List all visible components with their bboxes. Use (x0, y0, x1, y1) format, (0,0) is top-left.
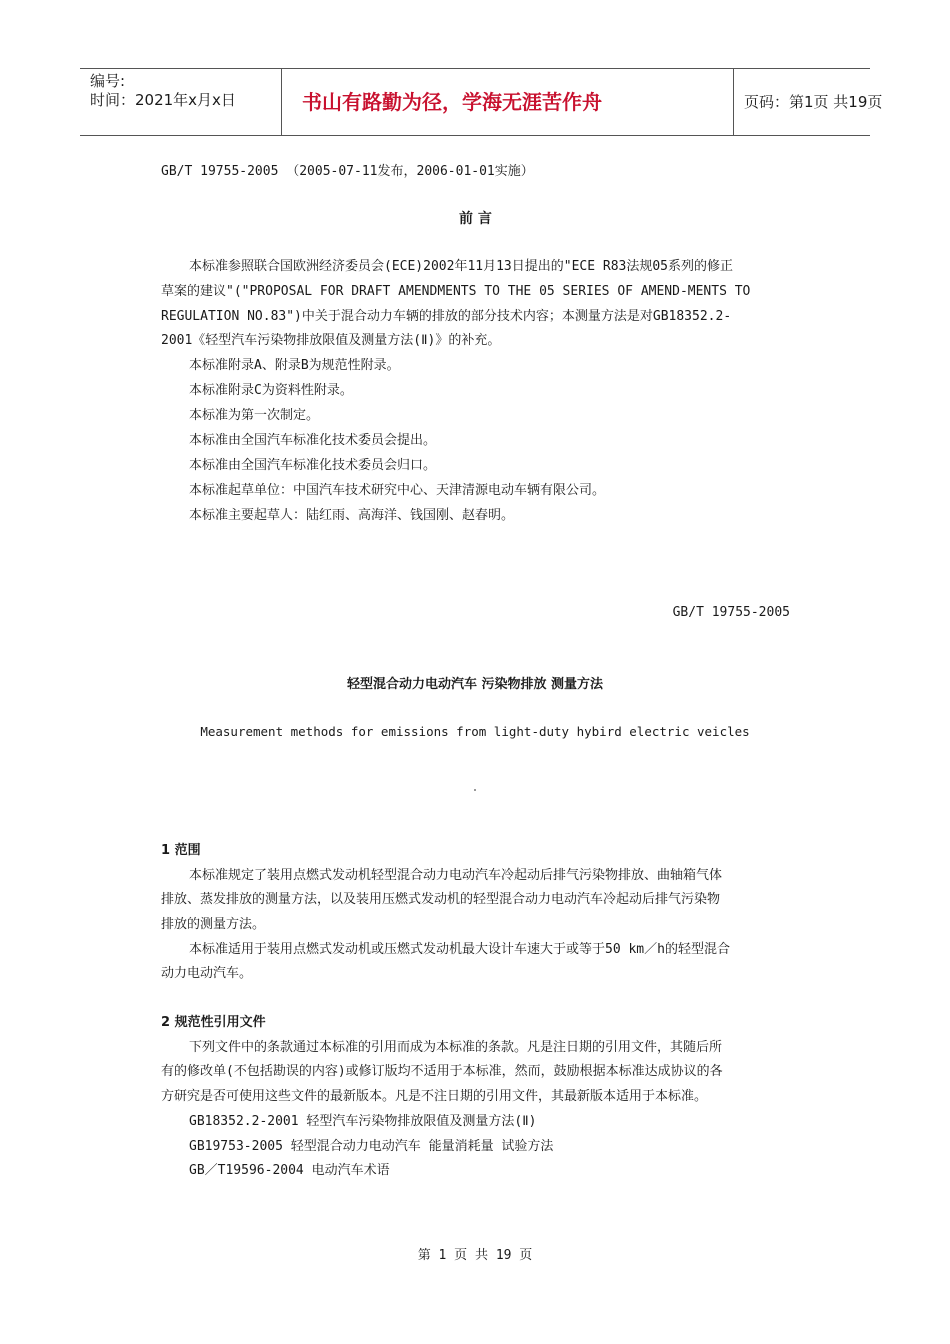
standard-code-right: GB/T 19755-2005 (672, 605, 790, 620)
document-title-cn: 轻型混合动力电动汽车 污染物排放 测量方法 (346, 677, 604, 692)
section-line: 本标准规定了装用点燃式发动机轻型混合动力电动汽车冷起动后排气污染物排放、曲轴箱气体 (189, 868, 723, 883)
foreword-line: 本标准附录A、附录B为规范性附录。 (189, 358, 400, 373)
section-line: 下列文件中的条款通过本标准的引用而成为本标准的条款。凡是注日期的引用文件，其随后所 (189, 1040, 723, 1055)
section-line: 排放、蒸发排放的测量方法，以及装用压燃式发动机的轻型混合动力电动汽车冷起动后排气污染物 (161, 892, 721, 907)
foreword-line: 2001《轻型汽车污染物排放限值及测量方法(Ⅱ)》的补充。 (161, 333, 501, 348)
stray-dot (474, 789, 476, 791)
page-header (80, 68, 883, 136)
section-line: 本标准适用于装用点燃式发动机或压燃式发动机最大设计车速大于或等于50 km／h的轻型混合 (189, 942, 730, 957)
foreword-line: 本标准起草单位：中国汽车技术研究中心、天津清源电动车辆有限公司。 (189, 483, 606, 498)
foreword-line: 草案的建议"("PROPOSAL FOR DRAFT AMENDMENTS TO THE 05 SERIES OF AMEND-MENTS TO (161, 284, 751, 299)
section-heading: 1 范围 (161, 843, 201, 858)
foreword-line: 本标准附录C为资料性附录。 (189, 383, 353, 398)
header-page-code: 页码：第1页 共19页 (744, 93, 883, 111)
foreword-line: 本标准主要起草人：陆红雨、高海洋、钱国刚、赵春明。 (189, 508, 515, 523)
foreword-line: 本标准由全国汽车标准化技术委员会归口。 (189, 458, 437, 473)
serial-label: 编号: (90, 72, 126, 90)
foreword-line: 本标准参照联合国欧洲经济委员会(ECE)2002年11月13日提出的"ECE R83法规05系列的修正 (189, 259, 734, 274)
standard-code-line: GB/T 19755-2005 （2005-07-11发布，2006-01-01实施） (161, 164, 534, 179)
foreword-title: 前 言 (459, 211, 492, 227)
foreword-line: 本标准由全国汽车标准化技术委员会提出。 (189, 433, 437, 448)
section-line: 排放的测量方法。 (161, 917, 266, 932)
reference-item: GB19753-2005 轻型混合动力电动汽车 能量消耗量 试验方法 (189, 1139, 554, 1154)
reference-item: GB／T19596-2004 电动汽车术语 (189, 1163, 390, 1178)
time-label: 时间：2021年x月x日 (90, 91, 236, 109)
document-title-en: Measurement methods for emissions from light-duty hybird electric veicles (200, 724, 750, 739)
page-footer: 第 1 页 共 19 页 (417, 1248, 533, 1263)
section-line: 有的修改单(不包括勘误的内容)或修订版均不适用于本标准，然而，鼓励根据本标准达成协议的各 (161, 1064, 723, 1079)
foreword-line: REGULATION NO.83")中关于混合动力车辆的排放的部分技术内容；本测量方法是对GB18352.2- (161, 309, 732, 324)
section-line: 方研究是否可使用这些文件的最新版本。凡是不注日期的引用文件，其最新版本适用于本标准。 (161, 1089, 708, 1104)
section-heading: 2 规范性引用文件 (161, 1015, 266, 1030)
reference-item: GB18352.2-2001 轻型汽车污染物排放限值及测量方法(Ⅱ) (189, 1114, 537, 1129)
section-line: 动力电动汽车。 (161, 966, 253, 981)
header-motto: 书山有路勤为径，学海无涯苦作舟 (282, 69, 734, 135)
foreword-line: 本标准为第一次制定。 (189, 408, 320, 423)
header-meta-cell (80, 69, 282, 135)
